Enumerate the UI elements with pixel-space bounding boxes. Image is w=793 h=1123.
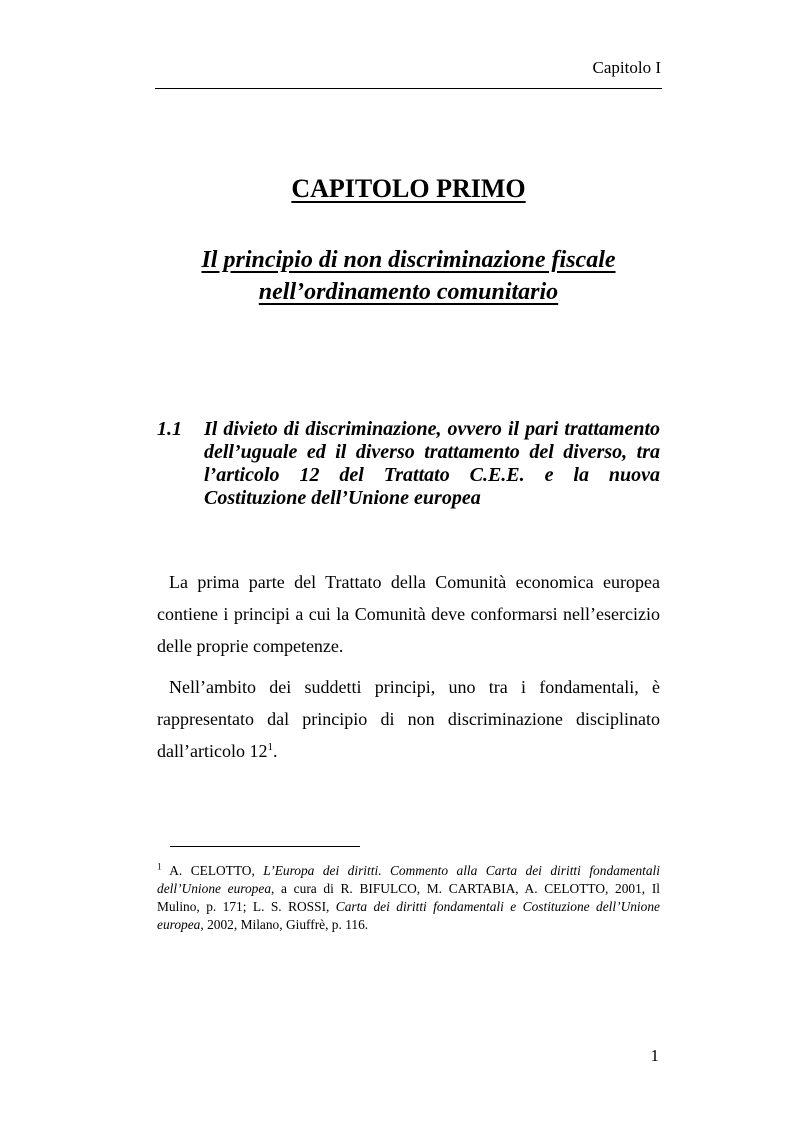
footnote-italic-title-1: L’Europa dei diritti. Commento alla Carta dei diritti fondamentali dell’Unione europea [157, 863, 660, 896]
paragraph-1-text: La prima parte del Trattato della Comunità economica europea contiene i principi a cui la Comunità deve conformarsi nell’esercizio delle proprie competenze. [157, 572, 660, 656]
section-number: 1.1 [157, 418, 182, 440]
body-paragraph-2 [157, 671, 660, 767]
running-header: Capitolo I [592, 58, 661, 77]
footnote-1 [157, 862, 660, 934]
footnote-part3: , 2002, Milano, Giuffrè, p. 116. [200, 917, 369, 932]
footnote-part2: , a cura di R. BIFULCO, M. CARTABIA, A. CELOTTO, 2001, Il Mulino, p. 171; L. S. ROSSI, [157, 881, 660, 914]
section-heading [157, 418, 660, 510]
header-rule [155, 88, 662, 89]
chapter-subtitle-line1: Il principio di non discriminazione fiscale [201, 247, 616, 273]
page-number: 1 [650, 1046, 659, 1065]
footnote-mark: 1 [157, 861, 162, 872]
chapter-title: CAPITOLO PRIMO [291, 174, 526, 203]
paragraph-2-end: . [272, 741, 278, 761]
footnote-part1: A. CELOTTO, [161, 863, 264, 878]
footnote-reference[interactable]: 1 [267, 741, 273, 753]
chapter-subtitle-line2: nell’ordinamento comunitario [258, 279, 559, 305]
chapter-subtitle [155, 244, 662, 308]
footnote-separator [170, 846, 360, 847]
paragraph-2-text: Nell’ambito dei suddetti principi, uno tra i fondamentali, è rappresentato dal principio di non discriminazione disciplinato dall’articolo 12 [157, 677, 660, 761]
footnote-italic-title-2: Carta dei diritti fondamentali e Costituzione dell’Unione europea [157, 899, 660, 932]
body-paragraph-1 [157, 566, 660, 662]
section-heading-text: Il divieto di discriminazione, ovvero il pari trattamento dell’uguale ed il diverso trattamento del diverso, tra l’articolo 12 del Trattato C.E.E. e la nuova Costituzione dell’Unione europea [204, 418, 660, 509]
